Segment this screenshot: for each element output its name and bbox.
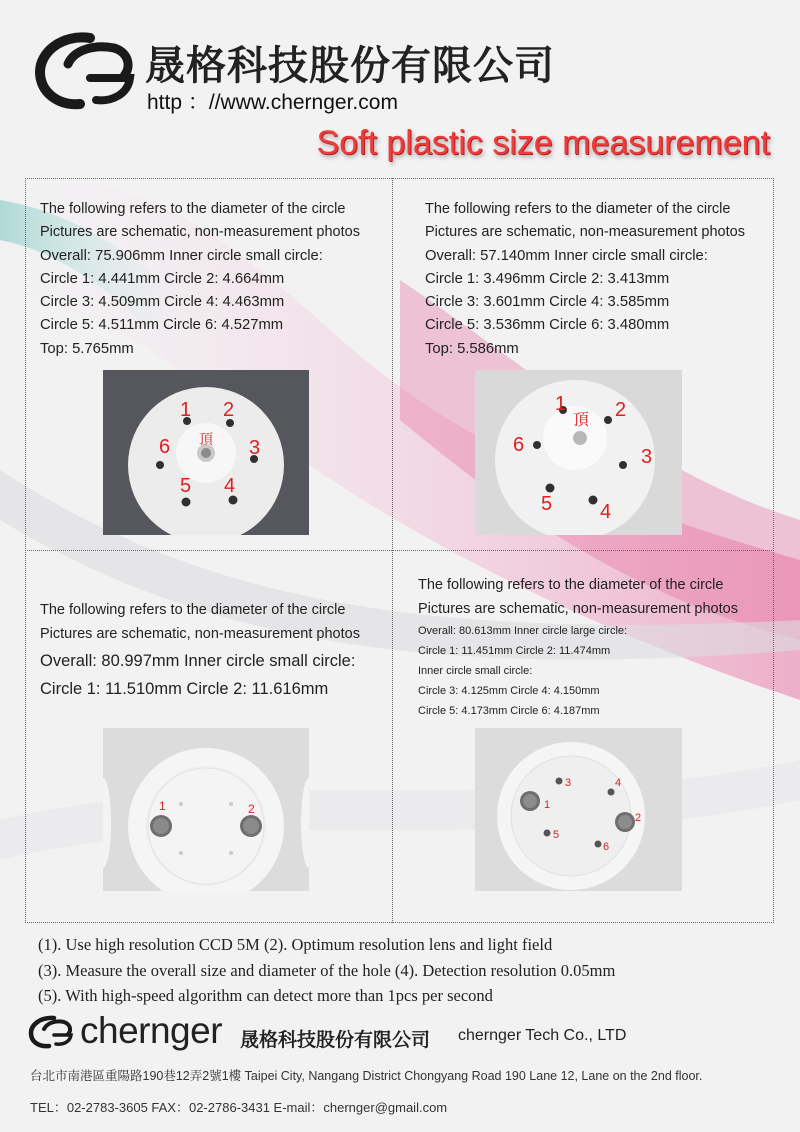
hole-label-6: 6: [603, 841, 610, 853]
hole-label-5: 5: [180, 475, 192, 497]
panel-2-text: [425, 198, 745, 361]
hole-label-4: 4: [615, 777, 622, 789]
panel-3-text: [40, 598, 360, 702]
footer-contact: TEL：02-2783-3605 FAX：02-2786-3431 E-mail：chernger@gmail.com: [30, 1100, 448, 1115]
feature-item: (3). Measure the overall size and diameter of the hole (4). Detection resolution 0.05mm: [38, 960, 616, 980]
hole-label-2: 2: [248, 802, 255, 816]
website-url[interactable]: http ：//www.chernger.com: [147, 91, 398, 114]
panel-1-line: Circle 5: 4.511mm Circle 6: 4.527mm: [40, 317, 284, 334]
panel-4-photo: [475, 728, 682, 891]
hole-label-1: 1: [544, 799, 551, 811]
panel-4-line: Inner circle small circle:: [418, 665, 533, 677]
panel-2-line: Circle 5: 3.536mm Circle 6: 3.480mm: [425, 317, 670, 334]
footer-address: 台北市南港區重陽路190巷12弄2號1樓 Taipei City, Nangang District Chongyang Road 190 Lane 12, Lane on the 2nd floor.: [30, 1069, 703, 1083]
panel-3-line: Pictures are schematic, non-measurement photos: [40, 626, 360, 642]
hole-label-6: 6: [159, 436, 171, 458]
panel-4-line: Circle 1: 11.451mm Circle 2: 11.474mm: [418, 645, 611, 657]
hole-label-2: 2: [223, 399, 235, 421]
panel-1-line: Circle 3: 4.509mm Circle 4: 4.463mm: [40, 294, 285, 311]
hole-label-1: 1: [555, 393, 567, 415]
panel-4-line: Circle 5: 4.173mm Circle 6: 4.187mm: [418, 705, 600, 717]
feature-item: (1). Use high resolution CCD 5M (2). Optimum resolution lens and light field: [38, 935, 553, 954]
panel-3-line: Overall: 80.997mm Inner circle small circle:: [40, 652, 356, 670]
panel-1-line: Top: 5.765mm: [40, 340, 134, 357]
panel-2-line: Circle 1: 3.496mm Circle 2: 3.413mm: [425, 270, 670, 287]
hole-label-3: 3: [249, 437, 261, 459]
hole-label-2: 2: [635, 812, 642, 824]
page-title: Soft plastic size measurement: [316, 124, 770, 162]
company-name-cn: 晟格科技股份有限公司: [145, 44, 555, 88]
panel-1-line: The following refers to the diameter of the circle: [40, 201, 346, 217]
panel-2-line: Circle 3: 3.601mm Circle 4: 3.585mm: [425, 294, 670, 311]
panel-1-line: Circle 1: 4.441mm Circle 2: 4.664mm: [40, 270, 285, 287]
footer-company-en: chernger Tech Co., LTD: [458, 1027, 627, 1044]
top-label: 頂: [573, 412, 590, 429]
hole-label-6: 6: [513, 434, 525, 456]
panel-3-line: The following refers to the diameter of the circle: [40, 602, 346, 618]
panel-4-line: Overall: 80.613mm Inner circle large circle:: [418, 625, 628, 637]
hole-label-1: 1: [159, 799, 166, 813]
panel-3-photo: [103, 728, 309, 891]
hole-label-5: 5: [553, 829, 560, 841]
hole-label-3: 3: [565, 777, 572, 789]
panel-4-text: [418, 574, 738, 721]
hole-label-1: 1: [180, 399, 192, 421]
panel-2-line: Top: 5.586mm: [425, 340, 519, 357]
panel-2-line: Overall: 57.140mm Inner circle small circle:: [425, 247, 708, 264]
hole-label-4: 4: [224, 475, 236, 497]
panel-3-line: Circle 1: 11.510mm Circle 2: 11.616mm: [40, 680, 329, 698]
company-logo-icon: [32, 30, 136, 110]
footer-brand: chernger: [80, 1010, 223, 1051]
feature-list: [38, 932, 615, 1009]
panel-4-line: Circle 3: 4.125mm Circle 4: 4.150mm: [418, 685, 600, 697]
hole-label-5: 5: [541, 493, 553, 515]
footer-company-cn: 晟格科技股份有限公司: [240, 1030, 431, 1051]
panel-2-line: The following refers to the diameter of the circle: [425, 201, 731, 217]
panel-4-line: Pictures are schematic, non-measurement photos: [418, 600, 738, 617]
panel-1-photo: [103, 370, 309, 535]
footer-logo-icon: [28, 1015, 74, 1049]
hole-label-2: 2: [615, 399, 627, 421]
panel-2-line: Pictures are schematic, non-measurement photos: [425, 224, 745, 241]
top-label: 頂: [199, 431, 213, 447]
panel-4-line: The following refers to the diameter of the circle: [418, 577, 724, 593]
panel-1-text: [40, 198, 360, 361]
panel-2-photo: [475, 370, 682, 535]
panel-divider-horizontal: [25, 550, 774, 551]
feature-item: (5). With high-speed algorithm can detect more than 1pcs per second: [38, 986, 493, 1005]
hole-label-3: 3: [641, 446, 653, 468]
hole-label-4: 4: [600, 501, 612, 523]
panel-1-line: Pictures are schematic, non-measurement photos: [40, 224, 360, 241]
panel-1-line: Overall: 75.906mm Inner circle small circle:: [40, 247, 323, 264]
